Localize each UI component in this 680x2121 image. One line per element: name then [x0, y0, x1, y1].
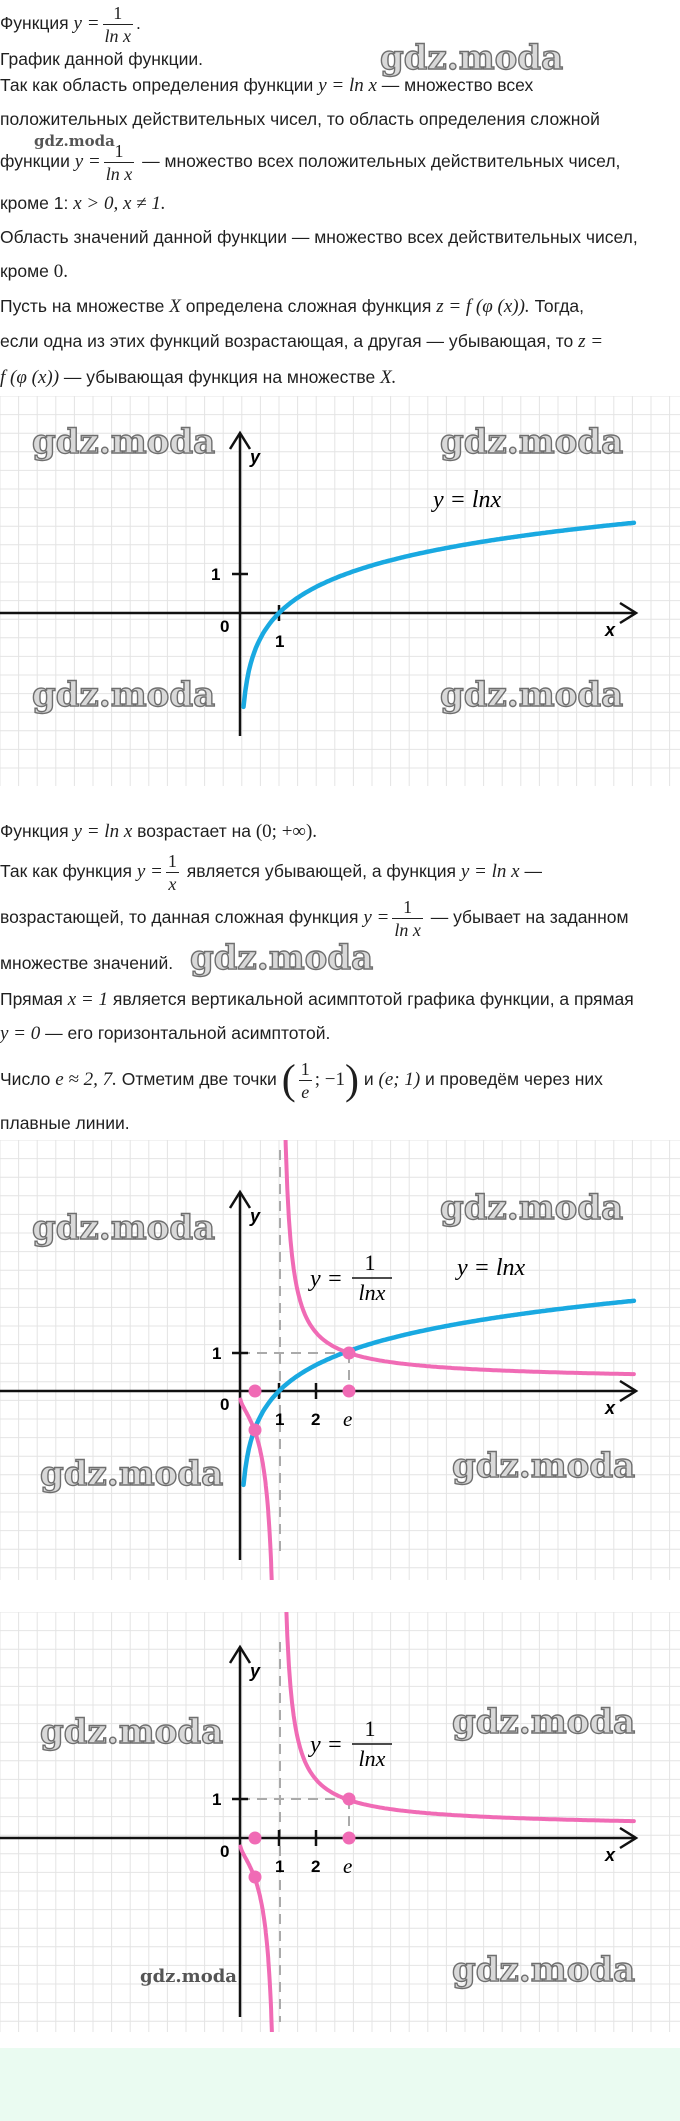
math-expression: y = [73, 13, 100, 35]
math-expression: y = ln x [318, 75, 377, 96]
point-e-1 [343, 1793, 356, 1806]
text-line-18 [0, 1052, 680, 1106]
text-line-14 [0, 894, 680, 940]
point-e-axis [343, 1832, 356, 1845]
text-span: Пусть на множестве [0, 296, 165, 316]
text-span: Функция [0, 13, 69, 34]
curve-label-inv-den: lnx [358, 1746, 386, 1771]
math-expression: (e; 1) [378, 1069, 421, 1090]
text-line-12 [0, 818, 680, 845]
math-expression: y = [136, 861, 163, 882]
text-line-10 [0, 328, 680, 355]
watermark-logo: gdz.moda [140, 1966, 237, 1987]
text-line-13 [0, 848, 680, 894]
watermark-logo: gdz.moda [452, 1702, 636, 1742]
watermark-logo: gdz.moda [32, 1208, 216, 1248]
y-axis-label: y [250, 447, 261, 467]
text-span: . [136, 13, 141, 34]
watermark-logo: gdz.moda [32, 675, 216, 715]
math-expression: x = 1 [67, 989, 108, 1010]
fraction-numerator: 1 [113, 3, 123, 23]
x-tick-label-2: 2 [311, 1410, 321, 1429]
text-span: Отметим две точки [121, 1069, 277, 1089]
x-tick-label-2: 2 [311, 1857, 321, 1876]
math-expression: z = f (φ (x)). [436, 296, 530, 317]
x-tick-label-1: 1 [275, 1410, 285, 1429]
math-expression: x > 0, x ≠ 1. [73, 193, 166, 214]
text-line-9 [0, 293, 680, 320]
math-expression: y = ln x [73, 821, 133, 842]
point-1-over-e-minus-1 [249, 1871, 262, 1884]
text-line-8 [0, 258, 680, 285]
origin-label: 0 [220, 617, 230, 636]
text-line-7: Область значений данной функции — множество всех действительных чисел, [0, 227, 638, 247]
watermark-logo: gdz.moda [40, 1454, 224, 1494]
math-expression: y = ln x [460, 861, 520, 882]
curve-label-inv-lhs: y = [310, 1266, 343, 1292]
paren-close: ) [344, 1057, 359, 1104]
y-tick-label-1: 1 [211, 565, 221, 584]
watermark-logo: gdz.moda [440, 1188, 624, 1228]
point-1-over-e-axis [249, 1832, 262, 1845]
watermark-logo: gdz.moda [452, 1950, 636, 1990]
watermark-logo: gdz.moda [32, 422, 216, 462]
text-span: является вертикальной асимптотой графика функции, а прямая [112, 989, 634, 1009]
y-axis-label: y [250, 1206, 261, 1226]
fraction-denominator: ln x [105, 163, 133, 184]
curve-label-ln: y = lnx [433, 487, 502, 513]
origin-label: 0 [220, 1395, 230, 1414]
y-tick-label-1: 1 [212, 1344, 222, 1363]
text-span: — множество всех [381, 75, 534, 95]
fraction-numerator: 1 [300, 1058, 310, 1079]
curve-label-inv-den: lnx [358, 1280, 386, 1305]
text-span: Число [0, 1069, 51, 1089]
math-expression: X. [380, 367, 397, 388]
origin-label: 0 [220, 1842, 230, 1861]
fraction-numerator: 1 [167, 850, 177, 871]
text-span: и проведём через них [425, 1069, 603, 1089]
text-span: — [524, 861, 542, 881]
paren-open: ( [281, 1057, 296, 1104]
text-span: — убывающая функция на множестве [63, 367, 376, 387]
x-axis-label: x [605, 1845, 616, 1865]
text-span: возрастает на [137, 821, 251, 841]
text-span: кроме 1: [0, 193, 69, 213]
y-tick-label-1: 1 [212, 1790, 222, 1809]
point-e-axis [343, 1385, 356, 1398]
math-expression: f (φ (x)) [0, 367, 60, 388]
math-expression: e ≈ 2, 7. [55, 1069, 117, 1090]
curve-label-inv-num: 1 [364, 1716, 376, 1741]
text-span: если одна из этих функций возрастающая, а другая — убывающая, то [0, 331, 574, 351]
x-axis-label: x [605, 620, 616, 640]
text-line-17 [0, 1020, 680, 1047]
text-line-1 [0, 2, 680, 46]
x-tick-label-1: 1 [275, 632, 285, 651]
text-line-16 [0, 986, 680, 1013]
curve-label-ln: y = lnx [457, 1255, 526, 1281]
text-span: Прямая [0, 989, 63, 1009]
watermark-logo: gdz.moda [452, 1446, 636, 1486]
fraction-denominator: ln x [104, 26, 132, 46]
text-span: Функция [0, 821, 69, 841]
watermark-logo: gdz.moda [34, 132, 115, 150]
math-expression: y = 0 [0, 1023, 41, 1044]
point-1-over-e-minus-1 [249, 1424, 262, 1437]
fraction [103, 2, 134, 47]
x-axis-label: x [605, 1398, 616, 1418]
text-span: возрастающей, то данная сложная функция [0, 907, 359, 927]
text-span: определена сложная функция [185, 296, 432, 316]
text-line-11 [0, 364, 680, 391]
math-expression: z = [578, 331, 604, 352]
text-span: является убывающей, а функция [186, 861, 456, 881]
fraction [166, 850, 179, 895]
text-span: — убывает на заданном [430, 907, 629, 927]
math-expression: y = [363, 907, 390, 928]
math-expression: ; −1 [314, 1069, 345, 1090]
fraction-denominator: ln x [394, 919, 421, 940]
footer-band [0, 2048, 680, 2121]
watermark-logo: gdz.moda [190, 938, 374, 978]
fraction-numerator: 1 [403, 896, 413, 917]
x-tick-label-e: e [343, 1407, 353, 1431]
text-line-19: плавные линии. [0, 1113, 130, 1133]
text-span: и [363, 1069, 374, 1089]
text-line-4: положительных действительных чисел, то область определения сложной [0, 109, 600, 129]
fraction [299, 1058, 312, 1103]
text-span: — множество всех положительных действительных чисел, [142, 151, 621, 171]
y-axis-label: y [250, 1661, 261, 1681]
watermark-logo: gdz.moda [40, 1712, 224, 1752]
text-span: функции [0, 151, 70, 171]
watermark-logo: gdz.moda [380, 38, 564, 78]
fraction-denominator: x [166, 872, 179, 895]
text-line-2: График данной функции. [0, 49, 204, 69]
text-line-3 [0, 72, 680, 99]
math-expression: (0; +∞). [255, 821, 318, 842]
math-expression: X [169, 296, 181, 317]
text-span: кроме [0, 261, 49, 281]
text-span: Тогда, [534, 296, 585, 316]
curve-label-inv-num: 1 [364, 1250, 376, 1275]
x-tick-label-1: 1 [275, 1857, 285, 1876]
math-expression: 0. [53, 261, 69, 282]
text-span: Так как область определения функции [0, 75, 314, 95]
fraction-numerator: 1 [114, 140, 124, 161]
watermark-logo: gdz.moda [440, 675, 624, 715]
point-e-1 [343, 1347, 356, 1360]
x-tick-label-e: e [343, 1854, 353, 1878]
watermark-logo: gdz.moda [440, 422, 624, 462]
curve-label-inv-lhs: y = [310, 1732, 343, 1758]
text-span: — его горизонтальной асимптотой. [45, 1023, 331, 1043]
fraction [392, 896, 423, 941]
text-span: Так как функция [0, 861, 132, 881]
math-expression: y = [74, 151, 101, 172]
text-line-6 [0, 190, 680, 217]
point-1-over-e-axis [249, 1385, 262, 1398]
text-line-15: множестве значений. [0, 953, 174, 973]
fraction-denominator: e [299, 1080, 312, 1103]
